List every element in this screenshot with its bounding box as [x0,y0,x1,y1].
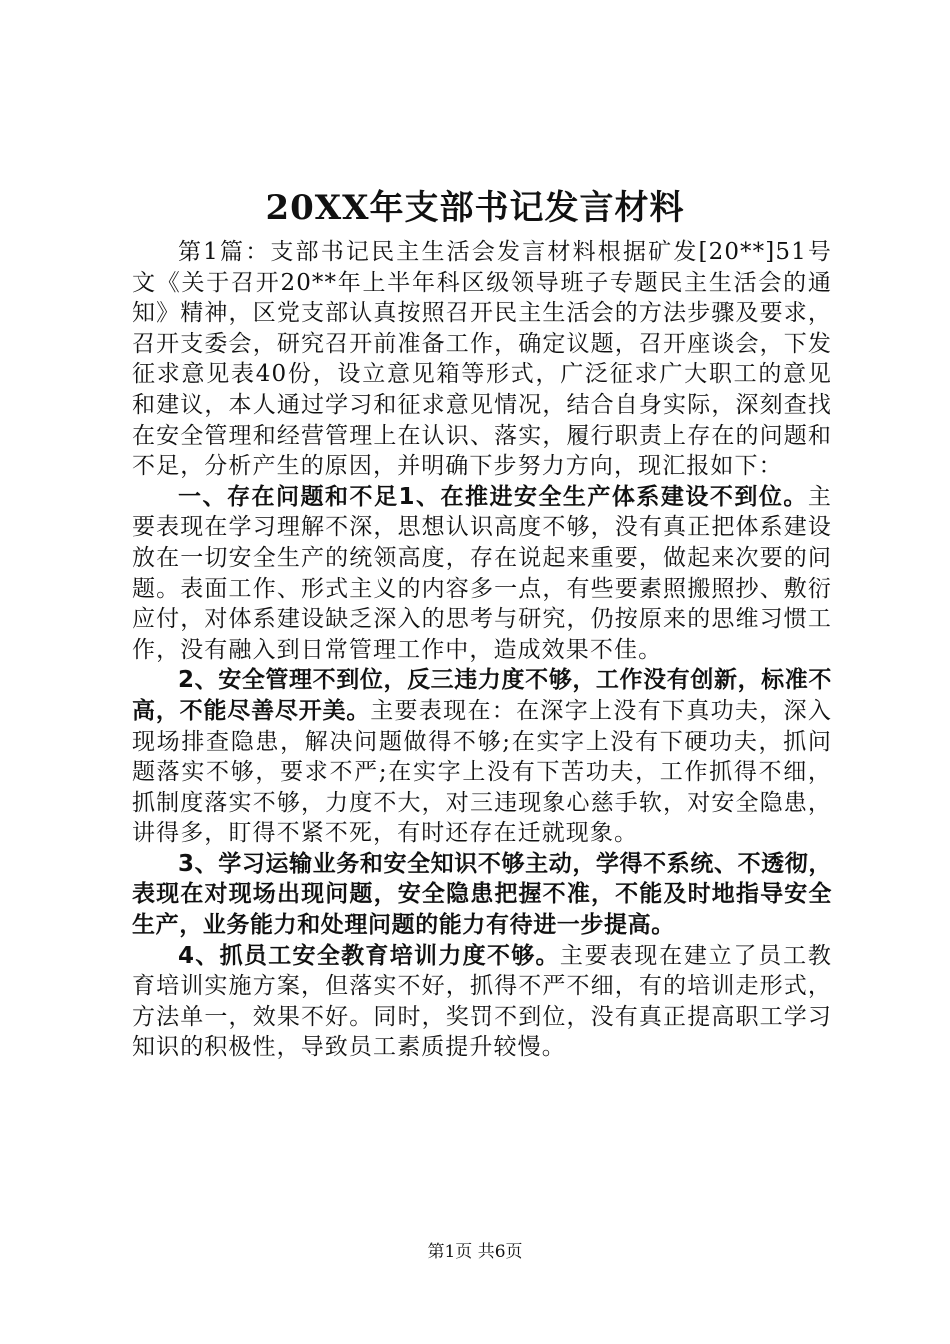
paragraph-section-1 [132,482,832,666]
document-body [132,237,832,1063]
paragraph-heading: 2、安全管理不到位，反三违力度不够，工作没有创新，标准不高，不能尽善尽开美。 [132,667,832,724]
paragraph-heading: 3、学习运输业务和安全知识不够主动，学得不系统、不透彻，表现在对现场出现问题，安全隐患把握不准，不能及时地指导安全生产，业务能力和处理问题的能力有待进一步提高。 [132,850,832,939]
paragraph-heading: 4、抓员工安全教育培训力度不够。 [178,942,560,969]
paragraph-section-2 [132,665,832,849]
paragraph-text: 主要表现在：在深字上没有下真功夫，深入现场排查隐患，解决问题做得不够;在实字上没有下硬功夫，抓问题落实不够，要求不严;在实字上没有下苦功夫，工作抓得不细，抓制度落实不够，力度不大，对三违现象心慈手软，对安全隐患，讲得多，盯得不紧不死，有时还存在迁就现象。 [132,697,833,847]
paragraph-text: 主要表现在学习理解不深，思想认识高度不够，没有真正把体系建设放在一切安全生产的统领高度，存在说起来重要，做起来次要的问题。表面工作、形式主义的内容多一点，有些要素照搬照抄、敷衍应付，对体系建设缺乏深入的思考与研究，仍按原来的思维习惯工作，没有融入到日常管理工作中，造成效果不佳。 [132,483,832,663]
document-title: 20XX年支部书记发言材料 [265,188,685,228]
paragraph-section-3 [132,849,832,941]
page-number-footer: 第1页 共6页 [427,1242,523,1262]
paragraph-text: 第1篇：支部书记民主生活会发言材料根据矿发[20**]51号文《关于召开20**年上半年科区级领导班子专题民主生活会的通知》精神，区党支部认真按照召开民主生活会的方法步骤及要求，召开支委会，研究召开前准备工作，确定议题，召开座谈会，下发征求意见表40份，设立意见箱等形式，广泛征求广大职工的意见和建议，本人通过学习和征求意见情况，结合自身实际，深刻查找在安全管理和经营管理上在认识、落实，履行职责上存在的问题和不足，分析产生的原因，并明确下步努力方向，现汇报如下： [132,239,832,480]
paragraph-intro [132,237,832,482]
paragraph-text: 主要表现在建立了员工教育培训实施方案，但落实不好，抓得不严不细，有的培训走形式，方法单一，效果不好。同时，奖罚不到位，没有真正提高职工学习知识的积极性，导致员工素质提升较慢。 [132,942,832,1061]
paragraph-section-4 [132,941,832,1063]
paragraph-heading: 一、存在问题和不足1、在推进安全生产体系建设不到位。 [178,483,808,510]
